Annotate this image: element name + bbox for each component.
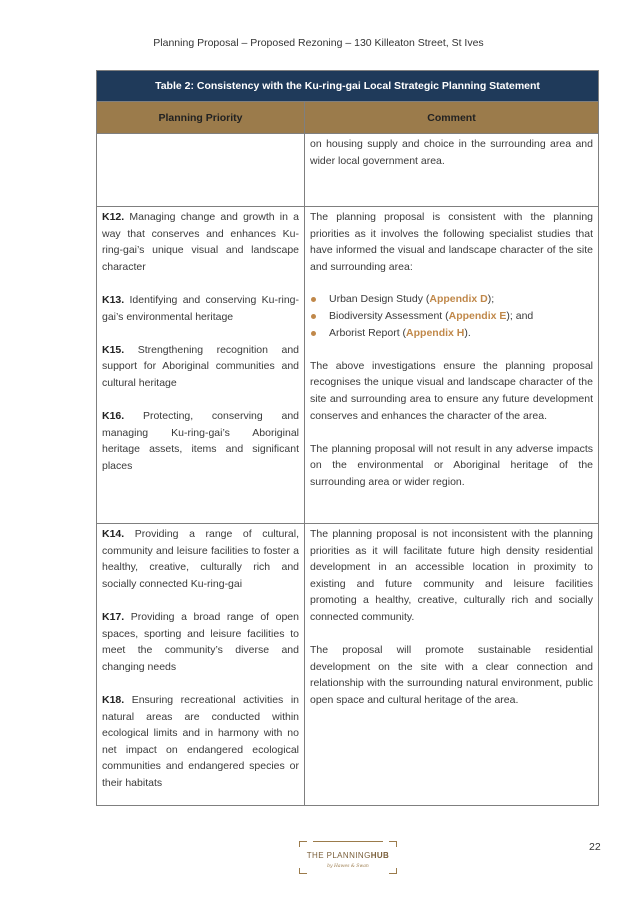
bullet-icon	[311, 314, 316, 319]
table-row	[97, 207, 599, 524]
priority-cell	[97, 207, 305, 524]
priority-k15: K15. Strengthening recognition and support for Aboriginal communities and cultural heritage	[102, 343, 299, 389]
column-header-planning-priority: Planning Priority	[97, 102, 305, 134]
logo-tagline: by Hawes & Swan	[327, 864, 369, 869]
table-title: Table 2: Consistency with the Ku-ring-gai Local Strategic Planning Statement	[97, 71, 599, 102]
comment-paragraph: The proposal will promote sustainable residential development on the site with a clear connection and relationship with the surrounding natural environment, public open space and cultural heritage of the area.	[310, 644, 593, 706]
table-row	[97, 524, 599, 806]
comment-cell	[305, 524, 599, 806]
comment-paragraph: The planning proposal will not result in any adverse impacts on the environmental or Aboriginal heritage of the surrounding area or wider region.	[310, 442, 593, 488]
bullet-icon	[311, 297, 316, 302]
logo-wordmark: THE PLANNINGHUB	[306, 851, 390, 860]
running-header: Planning Proposal – Proposed Rezoning – 130 Killeaton Street, St Ives	[153, 37, 484, 49]
priority-k13: K13. Identifying and conserving Ku-ring-gai’s environmental heritage	[102, 293, 299, 323]
table-row	[97, 134, 599, 207]
consistency-table	[96, 70, 599, 806]
comment-paragraph: on housing supply and choice in the surrounding area and wider local government area.	[310, 138, 593, 167]
list-item: Biodiversity Assessment (Appendix E); and	[310, 308, 593, 325]
priority-k14: K14. Providing a range of cultural, community and leisure facilities to foster a healthy, creative, culturally rich and socially connected Ku-ring-gai	[102, 528, 299, 590]
comment-paragraph: The above investigations ensure the planning proposal recognises the unique visual and landscape character of the site and surrounding area to ensure any future development conserves and enhances the character of the area.	[310, 359, 593, 422]
priority-k18: K18. Ensuring recreational activities in natural areas are conducted within ecological limits and in harmony with no net impact on endangered ecological communities and endangered species or their habitats	[102, 693, 299, 789]
appendix-reference: Appendix H	[406, 326, 465, 339]
list-item: Arborist Report (Appendix H).	[310, 325, 593, 342]
appendix-reference: Appendix D	[429, 293, 488, 306]
bullet-icon	[311, 331, 316, 336]
planning-hub-logo	[299, 841, 397, 874]
specialist-studies-list	[310, 291, 593, 341]
priority-k17: K17. Providing a broad range of open spaces, sporting and leisure facilities to meet the community’s diverse and changing needs	[102, 610, 299, 673]
priority-cell	[97, 524, 305, 806]
comment-cell	[305, 207, 599, 524]
page-number: 22	[589, 841, 601, 853]
comment-intro: The planning proposal is consistent with the planning priorities as it involves the following specialist studies that have informed the visual and landscape character of the site and surrounding area:	[310, 211, 593, 273]
column-header-comment: Comment	[305, 102, 599, 134]
comment-cell	[305, 134, 599, 207]
list-item: Urban Design Study (Appendix D);	[310, 291, 593, 308]
priority-k12: K12. Managing change and growth in a way that conserves and enhances Ku-ring-gai’s unique visual and landscape character	[102, 211, 299, 273]
appendix-reference: Appendix E	[448, 309, 507, 322]
priority-cell-empty	[97, 134, 305, 207]
priority-k16: K16. Protecting, conserving and managing Ku-ring-gai’s Aboriginal heritage assets, items and significant places	[102, 410, 300, 472]
comment-paragraph: The planning proposal is not inconsistent with the planning priorities as it will facilitate future high density residential development in an accessible location in proximity to existing and future community and leisure facilities promoting a healthy, creative, culturally rich and socially connected community.	[310, 528, 593, 623]
